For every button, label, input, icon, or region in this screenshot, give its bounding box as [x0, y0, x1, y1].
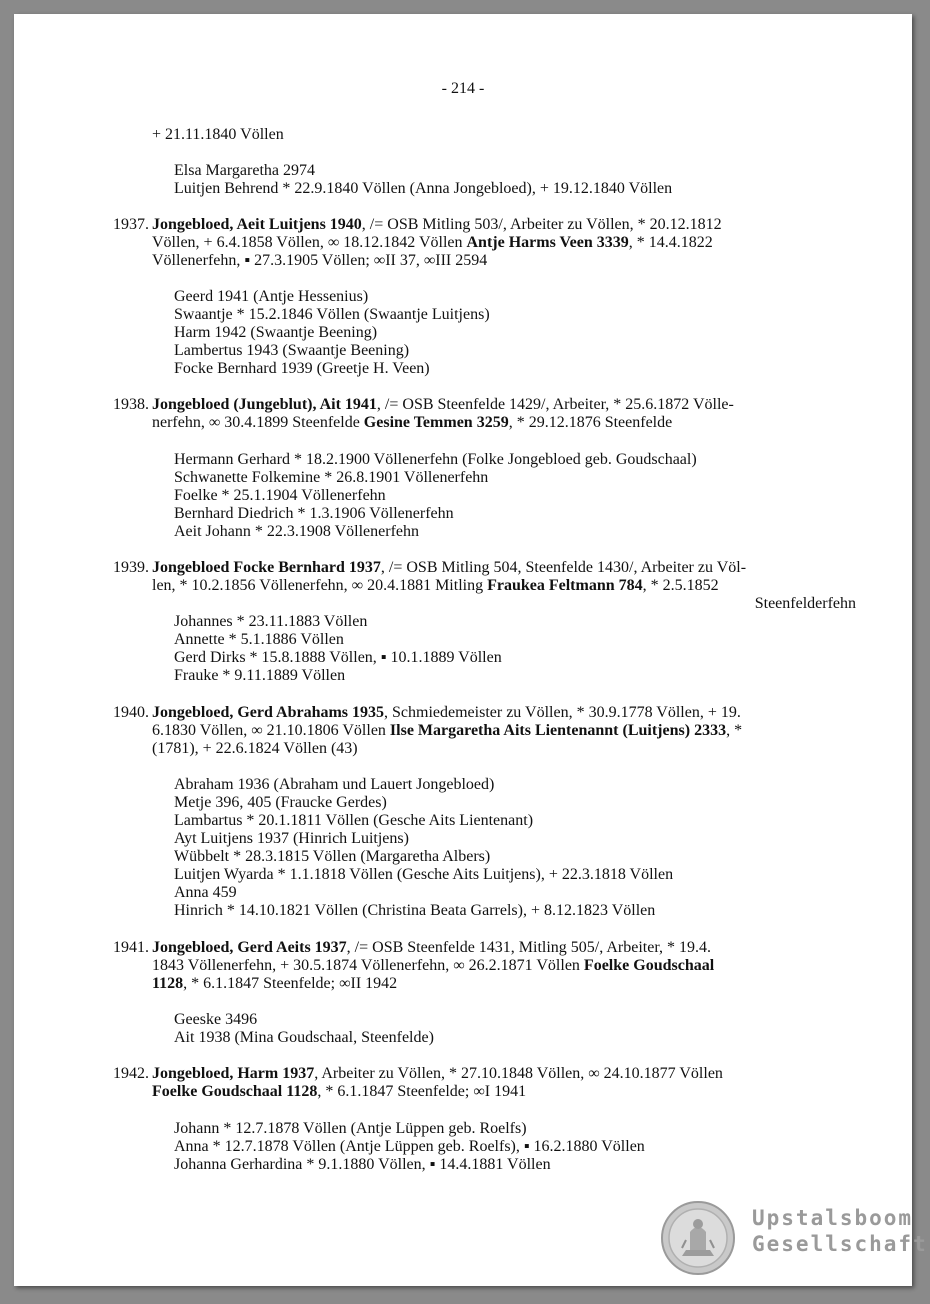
spouse-name: Gesine Temmen 3259	[363, 414, 509, 431]
seal-icon	[660, 1200, 736, 1276]
entry-number: 1938.	[113, 396, 149, 413]
person-name: Jongebloed, Gerd Abrahams 1935	[152, 704, 385, 721]
spouse-name: Foelke Goudschaal 1128	[152, 1083, 318, 1100]
person-name: Jongebloed Focke Bernhard 1937	[152, 559, 381, 576]
page-number: - 214 -	[441, 80, 485, 97]
spouse-name: Foelke Goudschaal	[583, 957, 715, 974]
person-name: Jongebloed, Gerd Aeits 1937	[152, 939, 347, 956]
entry-number: 1942.	[113, 1065, 149, 1082]
spouse-name: Ilse Margaretha Aits Lientenannt (Luitjens) 2333	[389, 722, 727, 739]
spouse-name: Fraukea Feltmann 784	[487, 577, 643, 594]
person-name: Jongebloed, Harm 1937	[152, 1065, 315, 1082]
person-name: Jongebloed (Jungeblut), Ait 1941	[152, 396, 377, 413]
entry-number: 1937.	[113, 216, 149, 233]
entry-number: 1940.	[113, 704, 149, 721]
society-logo	[660, 1200, 928, 1276]
entry-number: 1939.	[113, 559, 149, 576]
spouse-name: Antje Harms Veen 3339	[466, 234, 629, 251]
entry-number: 1941.	[113, 939, 149, 956]
logo-line-2: Gesellschaft	[752, 1232, 928, 1256]
logo-line-1: Upstalsboom	[752, 1206, 914, 1230]
document-page: - 214 - + 21.11.1840 Völlen Elsa Margaretha 2974 Luitjen Behrend * 22.9.1840 Völlen (Anna Jongebloed), + 19.12.1840 Völlen 1937. Jongebloed, Aeit Luitjens 1940, /= OSB Mitling 503/, Arbeiter zu Völlen, * 20.12.1812 Völlen, + 6.4.1858 Völlen, ∞ 18.12.1842 Völlen Antje Harms Veen 3339, * 14.4.1822 Völlenerfehn, ▪ 27.3.1905 Völlen; ∞II 37, ∞III 2594 Geerd 1941 (Antje Hessenius) Swaantje * 15.2.1846 Völlen (Swaantje Luitjens) Harm 1942 (Swaantje Beening) Lambertus 1943 (Swaantje Beening) Focke Bernhard 1939 (Greetje H. Veen) 1938. Jongebloed (Jungeblut), Ait 1941, /= OSB Steenfelde 1429/, Arbeiter, * 25.6.1872 Völle- nerfehn, ∞ 30.4.1899 Steenfelde Gesine Temmen 3259, * 29.12.1876 Steenfelde Hermann Gerhard * 18.2.1900 Völlenerfehn (Folke Jongebloed geb. Goudschaal) Schwanette Folkemine * 26.8.1901 Völlenerfehn Foelke * 25.1.1904 Völlenerfehn Bernhard Diedrich * 1.3.1906 Völlenerfehn Aeit Johann * 22.3.1908 Völlenerfehn 1939. Jongebloed Focke Bernhard 1937, /= OSB Mitling 504, Steenfelde 1430/, Arbeiter zu Völ- len, * 10.2.1856 Völlenerfehn, ∞ 20.4.1881 Mitling Fraukea Feltmann 784, * 2.5.1852 Steenfelderfehn Johannes * 23.11.1883 Völlen Annette * 5.1.1886 Völlen Gerd Dirks * 15.8.1888 Völlen, ▪ 10.1.1889 Völlen Frauke * 9.11.1889 Völlen 1940. Jongebloed, Gerd Abrahams 1935, Schmiedemeister zu Völlen, * 30.9.1778 Völlen, + 19. 6.1830 Völlen, ∞ 21.10.1806 Völlen Ilse Margaretha Aits Lientenannt (Luitjens) 2333, * (1781), + 22.6.1824 Völlen (43) Abraham 1936 (Abraham und Lauert Jongebloed) Metje 396, 405 (Fraucke Gerdes) Lambartus * 20.1.1811 Völlen (Gesche Aits Lientenant) Ayt Luitjens 1937 (Hinrich Luitjens) Wübbelt * 28.3.1815 Völlen (Margaretha Albers) Luitjen Wyarda * 1.1.1818 Völlen (Gesche Aits Luitjens), + 22.3.1818 Völlen Anna 459 Hinrich * 14.10.1821 Völlen (Christina Beata Garrels), + 8.12.1823 Völlen 1941. Jongebloed, Gerd Aeits 1937, /= OSB Steenfelde 1431, Mitling 505/, Arbeiter, * 19.4. 1843 Völlenerfehn, + 30.5.1874 Völlenerfehn, ∞ 26.2.1871 Völlen Foelke Goudschaal 1128, * 6.1.1847 Steenfelde; ∞II 1942 Geeske 3496 Ait 1938 (Mina Goudschaal, Steenfelde) 1942. Jongebloed, Harm 1937, Arbeiter zu Völlen, * 27.10.1848 Völlen, ∞ 24.10.1877 Völlen Foelke Goudschaal 1128, * 6.1.1847 Steenfelde; ∞I 1941 Johann * 12.7.1878 Völlen (Antje Lüppen geb. Roelfs) Anna * 12.7.1878 Völlen (Antje Lüppen geb. Roelfs), ▪ 16.2.1880 Völlen Johanna Gerhardina * 9.1.1880 Völlen, ▪ 14.4.1881 Völlen Upstalsboom Gesellschaft	[14, 14, 912, 1286]
person-name: Jongebloed, Aeit Luitjens 1940	[152, 216, 362, 233]
